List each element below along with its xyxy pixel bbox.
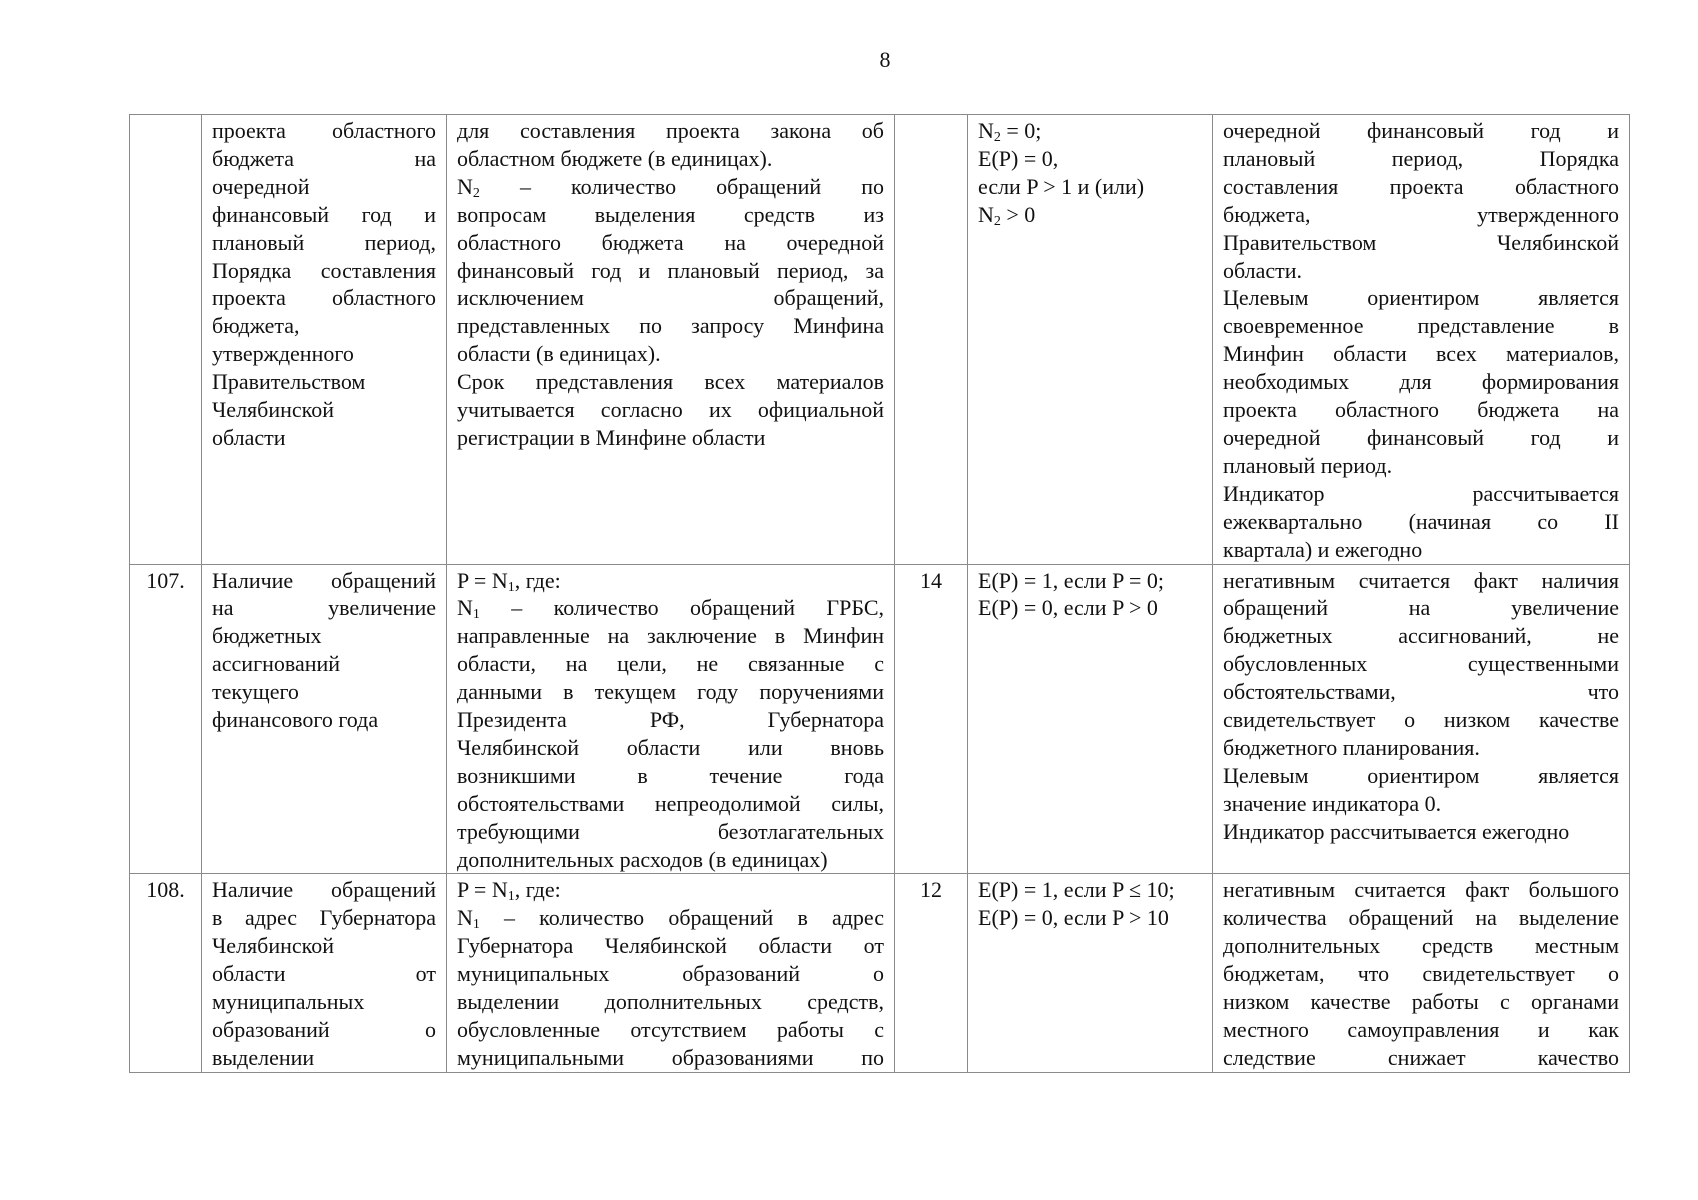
comment: негативным считается факт большого количества обращений на выделение дополнительных средств местным бюджетам, что свидетельствует о низком качестве работы с органами местного самоуправления и как следствие снижает качество (1213, 874, 1630, 1072)
comment: негативным считается факт наличия обращений на увеличение бюджетных ассигнований, не обусловленных существенными обстоятельствами, что свидетельствует о низком качестве бюджетного планирования. Целевым ориентиром является значение индикатора 0. Индикатор рассчитывается ежегодно (1213, 564, 1630, 874)
indicator-name: Наличие обращений в адрес Губернатора Челябинской области от муниципальных образований о выделении (202, 874, 447, 1072)
row-number: 108. (130, 874, 202, 1072)
formula: для составления проекта закона об областном бюджете (в единицах). $N_2$ – количество обращений по вопросам выделения средств из областного бюджета на очередной финансовый год и плановый период, за исключением обращений, представленных по запросу Минфина области (в единицах). Срок представления всех материалов учитывается согласно их официальной регистрации в Минфине области (447, 115, 895, 565)
evaluation: E(P) = 1, если P = 0; E(P) = 0, если P > 0 (968, 564, 1213, 874)
formula: $P = N_1$, где: $N_1$ – количество обращений ГРБС, направленные на заключение в Минфин области, на цели, не связанные с данными в текущем году поручениями Президента РФ, Губернатора Челябинской области или вновь возникшими в течение года обстоятельствами непреодолимой силы, требующими безотлагательных дополнительных расходов (в единицах) (447, 564, 895, 874)
row-number: 107. (130, 564, 202, 874)
table-row (130, 564, 1630, 874)
row-number (130, 115, 202, 565)
indicator-name: проекта областного бюджета на очередной финансовый год и плановый период, Порядка составления проекта областного бюджета, утвержденного Правительством Челябинской области (202, 115, 447, 565)
page-number: 8 (879, 47, 891, 72)
evaluation: E(P) = 1, если P ≤ 10; E(P) = 0, если P > 10 (968, 874, 1213, 1072)
weight: 14 (895, 564, 968, 874)
evaluation: $N_2 = 0$; E(P) = 0, если P > 1 и (или) $N_2 > 0$ (968, 115, 1213, 565)
table-row (130, 115, 1630, 565)
indicator-name: Наличие обращений на увеличение бюджетных ассигнований текущего финансового года (202, 564, 447, 874)
comment: очередной финансовый год и плановый период, Порядка составления проекта областного бюджета, утвержденного Правительством Челябинской области. Целевым ориентиром является своевременное представление в Минфин области всех материалов, необходимых для формирования проекта областного бюджета на очередной финансовый год и плановый период. Индикатор рассчитывается ежеквартально (начиная со II квартала) и ежегодно (1213, 115, 1630, 565)
formula: $P = N_1$, где: $N_1$ – количество обращений в адрес Губернатора Челябинской области от муниципальных образований о выделении дополнительных средств, обусловленные отсутствием работы с муниципальными образованиями по (447, 874, 895, 1072)
indicator-table (129, 114, 1630, 1073)
weight: 12 (895, 874, 968, 1072)
table-row (130, 874, 1630, 1072)
weight (895, 115, 968, 565)
